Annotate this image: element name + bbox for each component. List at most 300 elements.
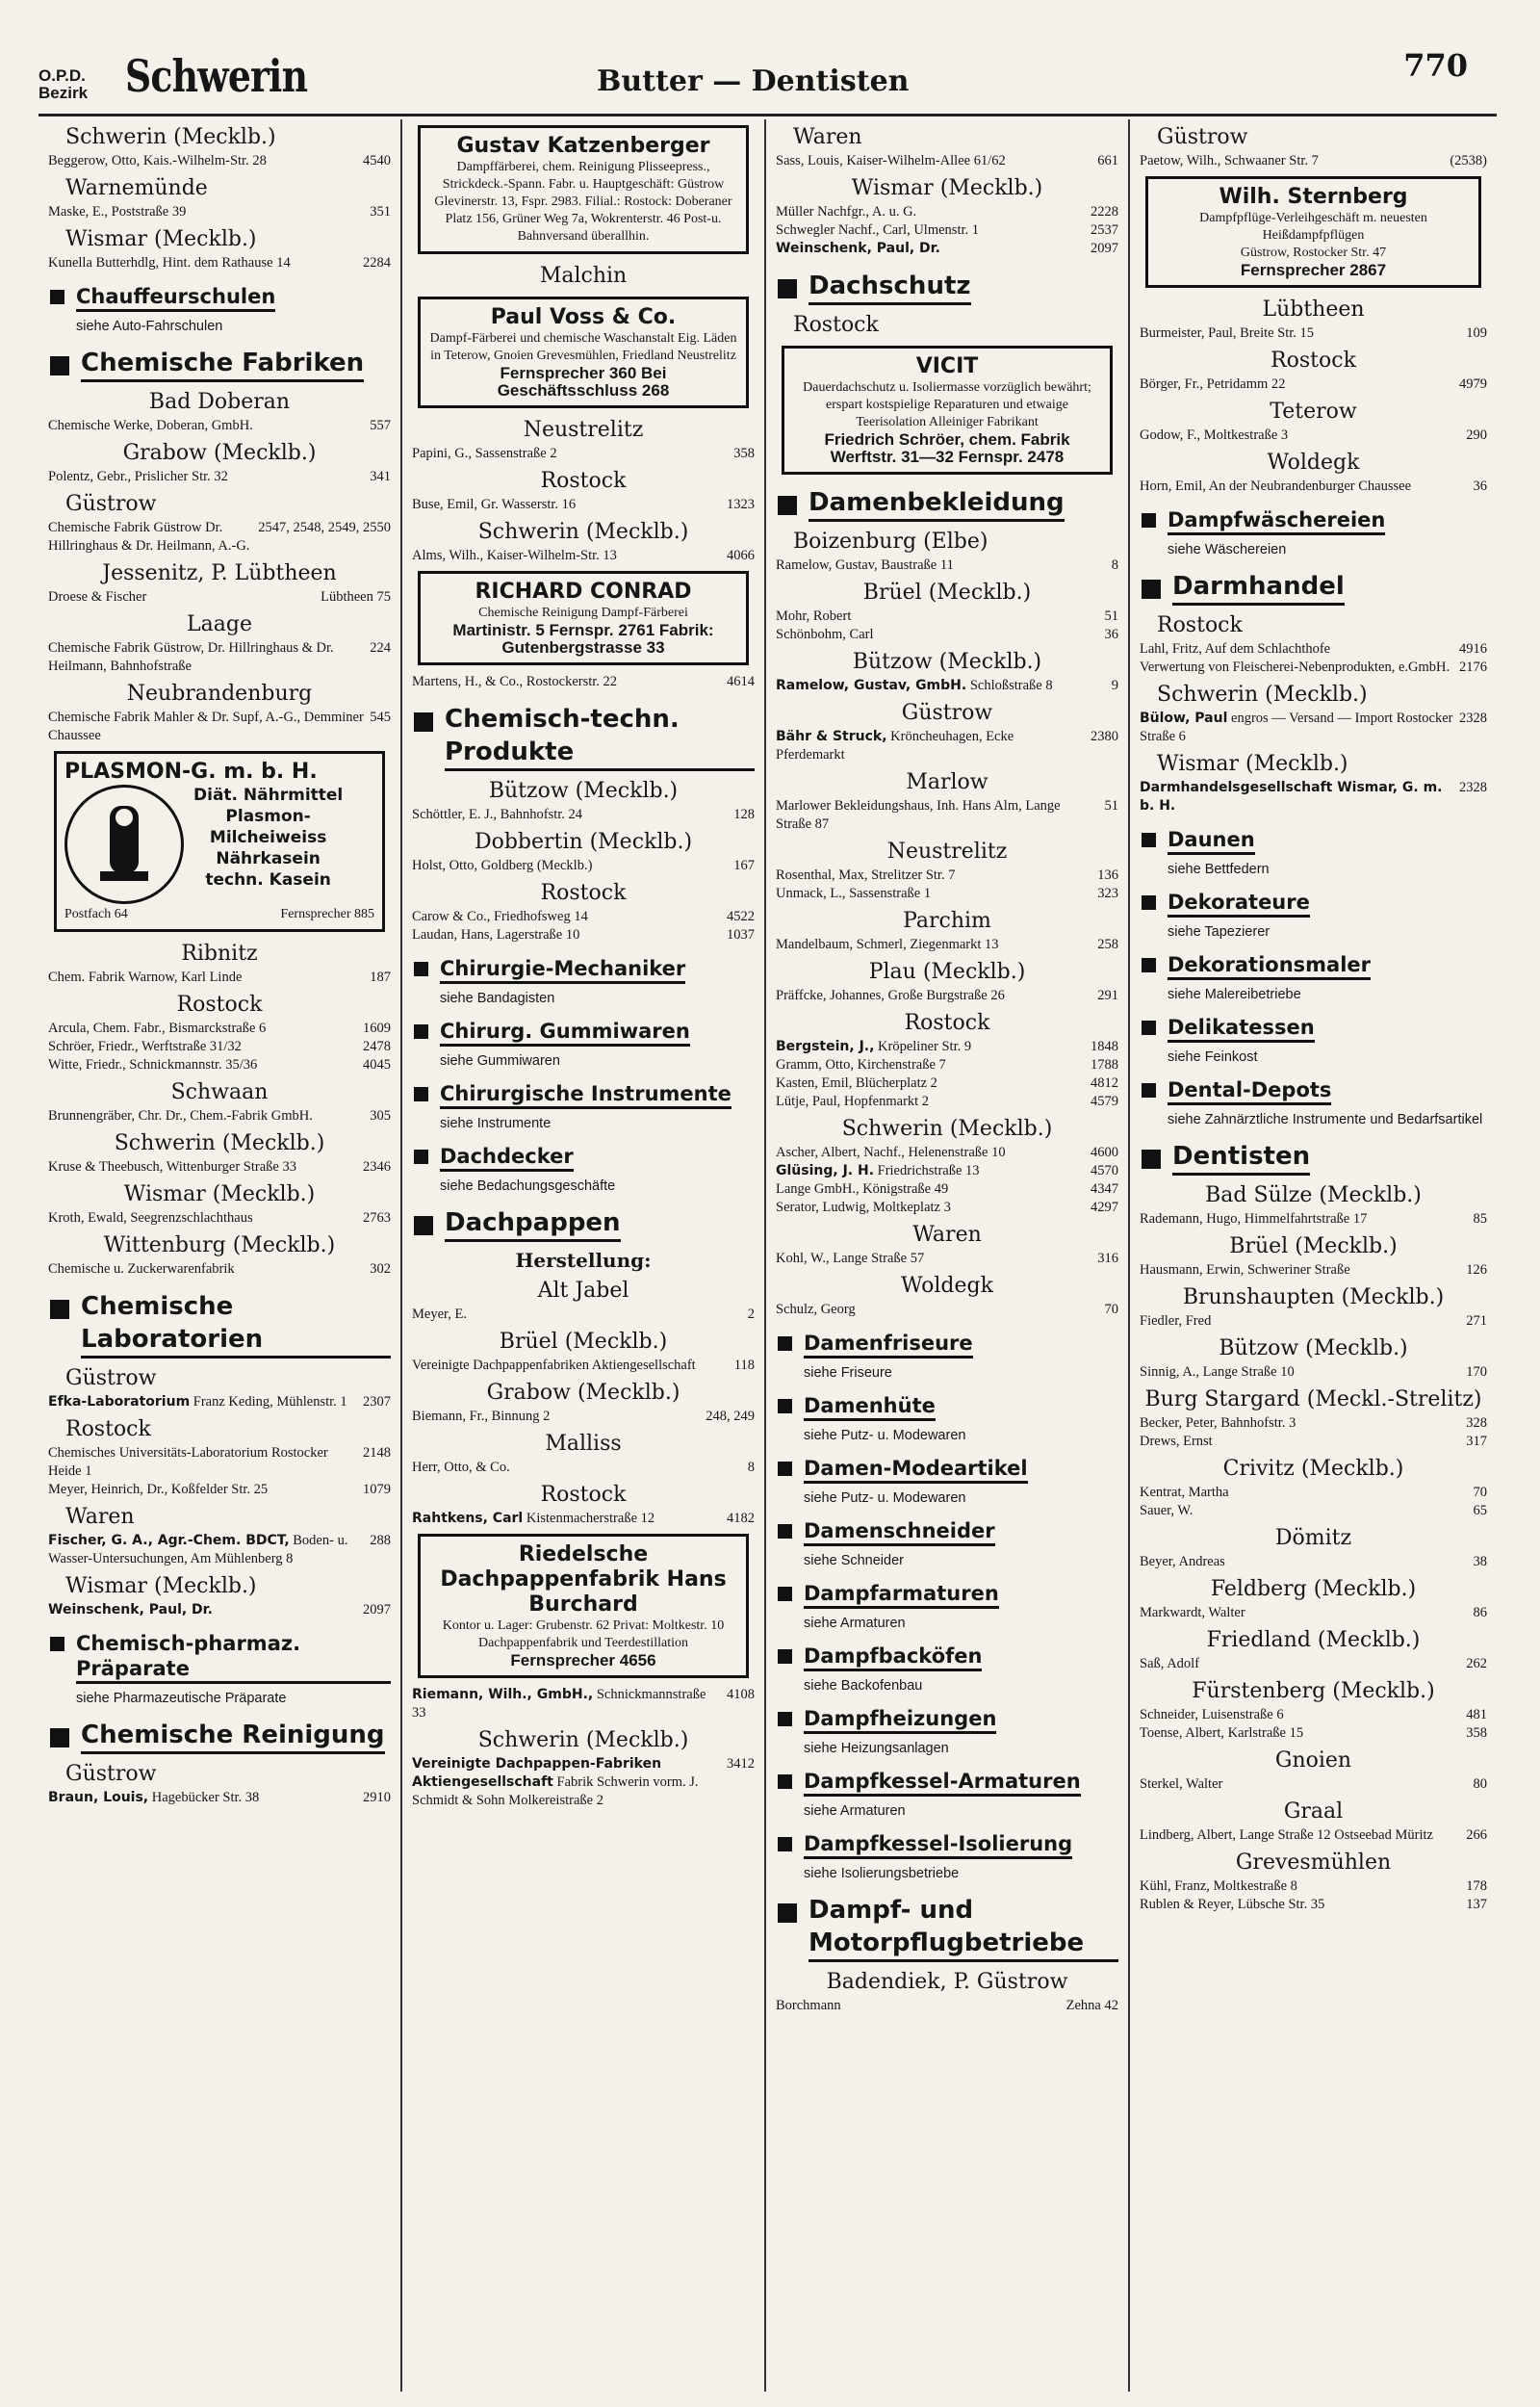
category-title: Dampfbacköfen: [804, 1643, 982, 1671]
square-bullet-icon: [778, 1774, 792, 1789]
listing-name: Beyer, Andreas: [1140, 1554, 1225, 1569]
category-heading: [1140, 952, 1487, 980]
listing-name: [776, 1038, 1085, 1056]
listing-entry: [1140, 779, 1487, 815]
listing-firm-bold: Glüsing, J. H.: [776, 1163, 875, 1178]
listing-name: Paetow, Wilh., Schwaaner Str. 7: [1140, 153, 1319, 168]
phone-number: 4540: [363, 153, 391, 168]
category-title: Chirurg. Gummiwaren: [440, 1019, 690, 1047]
listing-name: Schneider, Luisenstraße 6: [1140, 1707, 1284, 1722]
city-heading: Wismar (Mecklb.): [65, 1574, 257, 1598]
category-heading: [1140, 507, 1487, 535]
ad-text: Dauerdachschutz u. Isoliermasse vorzüglich bewährt; erspart kostspielige Reparaturen und etwaige Teerisolation Alleiniger Fabrikant: [803, 380, 1091, 429]
ad-title: VICIT: [915, 354, 979, 378]
category-title: Dentisten: [1172, 1140, 1310, 1176]
listing-entry: [412, 445, 755, 463]
listing-entry: [1140, 1553, 1487, 1571]
listing-name: Gramm, Otto, Kirchenstraße 7: [776, 1057, 946, 1073]
square-bullet-icon: [1142, 958, 1156, 972]
square-bullet-icon: [50, 1728, 69, 1747]
phone-number: 1323: [727, 497, 755, 512]
listing-name: Kentrat, Martha: [1140, 1485, 1229, 1500]
category-heading: [1140, 1140, 1487, 1176]
square-bullet-icon: [778, 1399, 792, 1413]
square-bullet-icon: [778, 1524, 792, 1539]
phone-number: 258: [1097, 937, 1118, 952]
city-heading: Schwerin (Mecklb.): [477, 520, 689, 544]
listing-name: [412, 1686, 721, 1722]
listing-name: Kruse & Theebusch, Wittenburger Straße 33: [48, 1159, 296, 1175]
phone-number: 126: [1466, 1262, 1487, 1278]
square-bullet-icon: [1142, 580, 1161, 599]
subheading: Herstellung:: [515, 1249, 652, 1272]
listing-entry: [776, 1074, 1118, 1093]
ad-line: Nährkasein: [216, 849, 321, 868]
listing-entry: [412, 1459, 755, 1477]
listing-entry: [1140, 1896, 1487, 1914]
city-heading: Wismar (Mecklb.): [851, 176, 1043, 200]
city-heading: Rostock: [65, 1417, 151, 1441]
cross-reference: siehe Wäschereien: [1168, 542, 1287, 557]
phone-number: 85: [1473, 1211, 1487, 1227]
phone-number: 2148: [363, 1445, 391, 1461]
cross-reference: siehe Bandagisten: [440, 991, 555, 1006]
listing-entry: [412, 1357, 755, 1375]
city-heading: Woldegk: [1267, 451, 1360, 475]
listing-entry: [1140, 375, 1487, 394]
columns: [38, 119, 1497, 2392]
phone-number: 4570: [1091, 1163, 1118, 1178]
listing-name: Borchmann: [776, 1998, 841, 2013]
square-bullet-icon: [414, 1150, 428, 1164]
city-heading: Brüel (Mecklb.): [499, 1330, 668, 1354]
advertisement-box: [418, 125, 749, 254]
city-heading: Bützow (Mecklb.): [488, 779, 679, 803]
listing-entry: [1140, 1604, 1487, 1622]
category-heading: [776, 1769, 1118, 1797]
category-title: Dampfarmaturen: [804, 1581, 999, 1609]
city-heading: Neubrandenburg: [126, 682, 313, 706]
listing-entry: [776, 626, 1118, 644]
listing-name: Becker, Peter, Bahnhofstr. 3: [1140, 1415, 1296, 1431]
ad-text: [193, 785, 343, 904]
listing-entry: [48, 709, 391, 745]
city-heading: Wismar (Mecklb.): [65, 227, 257, 251]
listing-name: Martens, H., & Co., Rostockerstr. 22: [412, 674, 618, 689]
listing-entry: [1140, 1312, 1487, 1331]
cross-reference: siehe Armaturen: [804, 1616, 906, 1631]
listing-entry: [48, 588, 391, 607]
category-heading: [776, 1581, 1118, 1609]
category-title: Dampfkessel-Armaturen: [804, 1769, 1081, 1797]
phone-number: 9: [1111, 678, 1118, 693]
listing-entry: [776, 1250, 1118, 1268]
ad-body: [64, 785, 374, 904]
category-title: Darmhandel: [1172, 570, 1345, 606]
cross-reference: siehe Instrumente: [440, 1116, 552, 1131]
district-label: O.P.D. Bezirk: [38, 66, 89, 102]
listing-name: Hausmann, Erwin, Schweriner Straße: [1140, 1262, 1350, 1278]
phone-number: 1079: [363, 1482, 391, 1497]
listing-firm-bold: Rahtkens, Carl: [412, 1511, 524, 1526]
city-heading: Waren: [912, 1223, 982, 1247]
phone-number: 248, 249: [706, 1409, 755, 1424]
listing-entry: [776, 797, 1118, 834]
category-title: Damenschneider: [804, 1518, 995, 1546]
column-4: [1130, 119, 1497, 2392]
phone-number: 262: [1466, 1656, 1487, 1671]
cross-reference: siehe Gummiwaren: [440, 1053, 560, 1069]
listing-name: Mandelbaum, Schmerl, Ziegenmarkt 13: [776, 937, 999, 952]
ad-text: Dampfpflüge-Verleihgeschäft m. neuesten Heißdampfpflügen: [1199, 211, 1427, 243]
city-heading: Güstrow: [65, 492, 157, 516]
city-heading: Schwerin (Mecklb.): [65, 125, 276, 149]
phone-number: 1848: [1091, 1039, 1118, 1054]
listing-entry: [48, 1038, 391, 1056]
advertisement-box: [418, 571, 749, 665]
phone-number: 4579: [1091, 1094, 1118, 1109]
category-title: Chemische Reinigung: [81, 1719, 385, 1754]
listing-firm-bold: Bergstein, J.,: [776, 1039, 875, 1054]
ad-text: Chemische Reinigung Dampf-Färberei: [478, 606, 688, 620]
city-heading: Bad Doberan: [148, 390, 291, 414]
category-heading: [776, 1518, 1118, 1546]
city-heading: Boizenburg (Elbe): [793, 530, 988, 554]
listing-name: [776, 1162, 1085, 1180]
listing-name: Brunnengräber, Chr. Dr., Chem.-Fabrik GmbH.: [48, 1108, 313, 1124]
cross-reference: siehe Pharmazeutische Präparate: [76, 1691, 287, 1706]
category-title: Dampfwäschereien: [1168, 507, 1385, 535]
phone-number: 80: [1473, 1776, 1487, 1792]
category-title: Chemische Fabriken: [81, 347, 364, 382]
phone-number: 358: [1466, 1725, 1487, 1741]
category-heading: [776, 1331, 1118, 1359]
city-heading: Rostock: [540, 469, 627, 493]
ad-title: Gustav Katzenberger: [456, 134, 710, 158]
listing-entry: [776, 867, 1118, 885]
city-heading: Grabow (Mecklb.): [486, 1381, 680, 1405]
category-heading: [1140, 827, 1487, 855]
category-heading: [776, 270, 1118, 305]
category-heading: [412, 703, 755, 771]
phone-number: 1788: [1091, 1057, 1118, 1073]
square-bullet-icon: [50, 1300, 69, 1319]
category-heading: [776, 1393, 1118, 1421]
listing-name: [48, 1532, 364, 1568]
ad-postfach: Postfach 64: [64, 907, 128, 921]
city-heading: Parchim: [903, 909, 991, 933]
city-heading: Brüel (Mecklb.): [862, 581, 1032, 605]
city-heading: Ribnitz: [181, 942, 258, 966]
category-heading: [1140, 1077, 1487, 1105]
listing-name: Chemische Werke, Doberan, GmbH.: [48, 418, 253, 433]
cross-reference: siehe Backofenbau: [804, 1678, 923, 1694]
ad-text: Friedrich Schröer, chem. Fabrik Werftstr. 31—32 Fernspr. 2478: [824, 430, 1070, 466]
cross-reference: siehe Bedachungsgeschäfte: [440, 1178, 616, 1194]
category-title: Chemische Laboratorien: [81, 1290, 391, 1359]
phone-number: 1609: [363, 1021, 391, 1036]
phone-number: 661: [1097, 153, 1118, 168]
listing-name: Burmeister, Paul, Breite Str. 15: [1140, 325, 1315, 341]
listing-entry: [1140, 1363, 1487, 1382]
phone-number: 4108: [727, 1687, 755, 1702]
listing-entry: [48, 1789, 391, 1807]
listing-name: Kunella Butterhdlg, Hint. dem Rathause 14: [48, 255, 291, 271]
phone-number: 51: [1104, 798, 1118, 814]
category-heading: [48, 284, 391, 312]
square-bullet-icon: [414, 712, 433, 732]
listing-firm-bold: Riemann, Wilh., GmbH.,: [412, 1687, 594, 1702]
ad-text: Fernsprecher 360 Bei Geschäftsschluss 268: [497, 364, 670, 400]
phone-number: 2537: [1091, 222, 1118, 238]
advertisement-box: [418, 297, 749, 408]
listing-entry: [1140, 1826, 1487, 1845]
listing-entry: [48, 1158, 391, 1177]
ad-text: Kontor u. Lager: Grubenstr. 62 Privat: Moltkestr. 10 Dachpappenfabrik und Teerdestillation: [442, 1618, 725, 1650]
listing-name: Beggerow, Otto, Kais.-Wilhelm-Str. 28: [48, 153, 267, 168]
listing-entry: [1140, 1724, 1487, 1743]
listing-name: Meyer, E.: [412, 1307, 467, 1322]
phone-number: 2547, 2548, 2549, 2550: [258, 520, 391, 535]
ad-title: Paul Voss & Co.: [490, 305, 677, 329]
city-heading: Jessenitz, P. Lübtheen: [102, 561, 337, 585]
square-bullet-icon: [778, 1903, 797, 1923]
phone-number: 136: [1097, 867, 1118, 883]
listing-entry: [412, 908, 755, 926]
square-bullet-icon: [414, 1087, 428, 1101]
listing-entry: [412, 1408, 755, 1426]
city-heading: Bützow (Mecklb.): [1219, 1336, 1408, 1360]
listing-address: Kröpeliner Str. 9: [878, 1039, 972, 1054]
listing-address: Friedrichstraße 13: [877, 1163, 980, 1178]
city-heading: Warnemünde: [65, 176, 208, 200]
square-bullet-icon: [1142, 513, 1156, 528]
city-heading: Neustrelitz: [523, 418, 644, 442]
phone-number: 545: [370, 710, 391, 725]
plasmon-logo-icon: [64, 785, 184, 904]
phone-number: 2910: [363, 1790, 391, 1805]
city-heading: Wismar (Mecklb.): [1157, 752, 1348, 776]
listing-name: Godow, F., Moltkestraße 3: [1140, 427, 1289, 443]
listing-name: Witte, Friedr., Schnickmannstr. 35/36: [48, 1057, 258, 1073]
listing-name: [776, 728, 1085, 764]
phone-number: 291: [1097, 988, 1118, 1003]
category-heading: [412, 956, 755, 984]
listing-address: Boden- u. Wasser-Untersuchungen, Am Mühlenberg 8: [48, 1533, 348, 1566]
listing-entry: [412, 547, 755, 565]
category-title: Delikatessen: [1168, 1015, 1315, 1043]
listing-name: Sass, Louis, Kaiser-Wilhelm-Allee 61/62: [776, 153, 1006, 168]
cross-reference: siehe Feinkost: [1168, 1049, 1258, 1065]
phone-number: 290: [1466, 427, 1487, 443]
header-city: Schwerin: [125, 50, 308, 102]
category-title: Chirurgische Instrumente: [440, 1081, 732, 1109]
listing-entry: [48, 1209, 391, 1228]
listing-entry: [48, 203, 391, 221]
phone-number: 8: [747, 1460, 755, 1475]
cross-reference: siehe Schneider: [804, 1553, 904, 1568]
listing-firm-bold: Braun, Louis,: [48, 1790, 149, 1805]
listing-name: Maske, E., Poststraße 39: [48, 204, 187, 220]
city-heading: Rostock: [1270, 349, 1356, 373]
city-heading: Brüel (Mecklb.): [1229, 1234, 1398, 1258]
listing-entry: [776, 1144, 1118, 1162]
category-title: Chemisch-techn. Produkte: [445, 703, 755, 771]
listing-name: Sterkel, Walter: [1140, 1776, 1223, 1792]
phone-number: Zehna 42: [1065, 1998, 1118, 2013]
listing-name: Ramelow, Gustav, Baustraße 11: [776, 557, 954, 573]
phone-number: 128: [733, 807, 755, 822]
category-heading: [776, 1894, 1118, 1962]
listing-name: Saß, Adolf: [1140, 1656, 1200, 1671]
phone-number: 8: [1111, 557, 1118, 573]
city-heading: Fürstenberg (Mecklb.): [1192, 1679, 1435, 1703]
phone-number: 323: [1097, 886, 1118, 901]
listing-name: Sinnig, A., Lange Straße 10: [1140, 1364, 1295, 1380]
phone-number: 305: [370, 1108, 391, 1124]
square-bullet-icon: [778, 1712, 792, 1726]
phone-number: 2176: [1459, 660, 1487, 675]
listing-name: Holst, Otto, Goldberg (Mecklb.): [412, 858, 593, 873]
listing-name: Laudan, Hans, Lagerstraße 10: [412, 927, 580, 943]
listing-name: Droese & Fischer: [48, 589, 147, 605]
phone-number: 70: [1473, 1485, 1487, 1500]
listing-entry: [776, 1162, 1118, 1180]
city-heading: Brunshaupten (Mecklb.): [1182, 1285, 1445, 1309]
square-bullet-icon: [414, 1024, 428, 1039]
page-header: [38, 37, 1497, 116]
listing-entry: [1140, 1877, 1487, 1896]
city-heading: Alt Jabel: [537, 1279, 629, 1303]
phone-number: 36: [1473, 479, 1487, 494]
listing-address: engros — Versand — Import Rostocker Straße 6: [1140, 711, 1453, 744]
listing-entry: [1140, 152, 1487, 170]
listing-firm-bold: Fischer, G. A., Agr.-Chem. BDCT,: [48, 1533, 290, 1548]
ad-line: techn. Kasein: [205, 870, 331, 890]
listing-name: Unmack, L., Sassenstraße 1: [776, 886, 932, 901]
listing-entry: [1140, 659, 1487, 677]
cross-reference: siehe Heizungsanlagen: [804, 1741, 949, 1756]
listing-entry: [1140, 1655, 1487, 1673]
city-heading: Graal: [1283, 1799, 1344, 1824]
city-heading: Malliss: [545, 1432, 622, 1456]
city-heading: Badendiek, P. Güstrow: [826, 1970, 1068, 1994]
listing-firm-bold: Bülow, Paul: [1140, 711, 1228, 726]
square-bullet-icon: [1142, 895, 1156, 910]
listing-name: Schulz, Georg: [776, 1302, 856, 1317]
city-heading: Rostock: [1157, 613, 1243, 637]
phone-number: 2763: [363, 1210, 391, 1226]
city-heading: Malchin: [539, 264, 628, 288]
phone-number: (2538): [1450, 153, 1487, 168]
phone-number: 4916: [1459, 641, 1487, 657]
advertisement-box: [54, 751, 385, 932]
listing-name: Polentz, Gebr., Prislicher Str. 32: [48, 469, 228, 484]
phone-number: 4600: [1091, 1145, 1118, 1160]
city-heading: Güstrow: [65, 1762, 157, 1786]
square-bullet-icon: [50, 356, 69, 375]
listing-entry: [48, 969, 391, 987]
listing-name: Herr, Otto, & Co.: [412, 1460, 510, 1475]
city-heading: Teterow: [1270, 400, 1357, 424]
listing-name: Schröer, Friedr., Werftstraße 31/32: [48, 1039, 242, 1054]
listing-entry: [1140, 1433, 1487, 1451]
phone-number: 1037: [727, 927, 755, 943]
column-1: [38, 119, 402, 2392]
listing-firm-bold: Darmhandelsgesellschaft Wismar, G. m. b. H.: [1140, 780, 1443, 814]
listing-address: Franz Keding, Mühlenstr. 1: [192, 1394, 347, 1410]
square-bullet-icon: [778, 1462, 792, 1476]
listing-name: [48, 1393, 357, 1411]
listing-entry: [1140, 1775, 1487, 1794]
city-heading: Feldberg (Mecklb.): [1210, 1577, 1417, 1601]
listing-entry: [412, 496, 755, 514]
listing-name: [776, 240, 1085, 258]
city-heading: Wismar (Mecklb.): [123, 1182, 316, 1206]
phone-number: 351: [370, 204, 391, 220]
directory-page: [38, 37, 1497, 2395]
cross-reference: siehe Bettfedern: [1168, 862, 1270, 877]
square-bullet-icon: [1142, 833, 1156, 847]
cross-reference: siehe Tapezierer: [1168, 924, 1270, 940]
square-bullet-icon: [414, 1216, 433, 1235]
listing-entry: [412, 926, 755, 945]
listing-entry: [412, 673, 755, 691]
cross-reference: siehe Friseure: [804, 1365, 892, 1381]
listing-entry: [48, 1056, 391, 1074]
listing-name: Fiedler, Fred: [1140, 1313, 1212, 1329]
city-heading: Grabow (Mecklb.): [122, 441, 317, 465]
phone-number: 118: [733, 1358, 755, 1373]
city-heading: Rostock: [176, 993, 263, 1017]
listing-entry: [776, 1997, 1118, 2015]
listing-entry: [48, 254, 391, 272]
listing-name: Kroth, Ewald, Seegrenzschlachthaus: [48, 1210, 253, 1226]
listing-name: Rademann, Hugo, Himmelfahrtstraße 17: [1140, 1211, 1368, 1227]
listing-entry: [776, 608, 1118, 626]
phone-number: 224: [370, 640, 391, 656]
phone-number: 4522: [727, 909, 755, 924]
advertisement-box: [782, 346, 1113, 475]
phone-number: Lübtheen 75: [321, 589, 391, 605]
page-number: 770: [1403, 47, 1468, 84]
square-bullet-icon: [778, 1587, 792, 1601]
listing-name: Chemisches Universitäts-Laboratorium Rostocker Heide 1: [48, 1445, 328, 1479]
phone-number: 4979: [1459, 376, 1487, 392]
listing-name: [412, 1510, 721, 1528]
ad-text: Fernsprecher 4656: [510, 1651, 656, 1669]
listing-entry: [776, 221, 1118, 240]
square-bullet-icon: [1142, 1150, 1161, 1169]
city-heading: Bad Sülze (Mecklb.): [1205, 1183, 1422, 1207]
listing-firm-bold: Weinschenk, Paul, Dr.: [776, 241, 940, 256]
listing-entry: [776, 1199, 1118, 1217]
listing-entry: [412, 1510, 755, 1528]
listing-entry: [1140, 1502, 1487, 1520]
listing-address: Hagebücker Str. 38: [151, 1790, 260, 1805]
listing-name: Toense, Albert, Karlstraße 15: [1140, 1725, 1304, 1741]
listing-name: Schöttler, E. J., Bahnhofstr. 24: [412, 807, 583, 822]
category-title: Damen-Modeartikel: [804, 1456, 1028, 1484]
listing-entry: [776, 1180, 1118, 1199]
listing-name: Drews, Ernst: [1140, 1434, 1213, 1449]
listing-name: Schwegler Nachf., Carl, Ulmenstr. 1: [776, 222, 980, 238]
category-heading: [48, 347, 391, 382]
category-title: Dental-Depots: [1168, 1077, 1331, 1105]
category-heading: [776, 1456, 1118, 1484]
listing-entry: [48, 639, 391, 676]
listing-entry: [48, 1393, 391, 1411]
